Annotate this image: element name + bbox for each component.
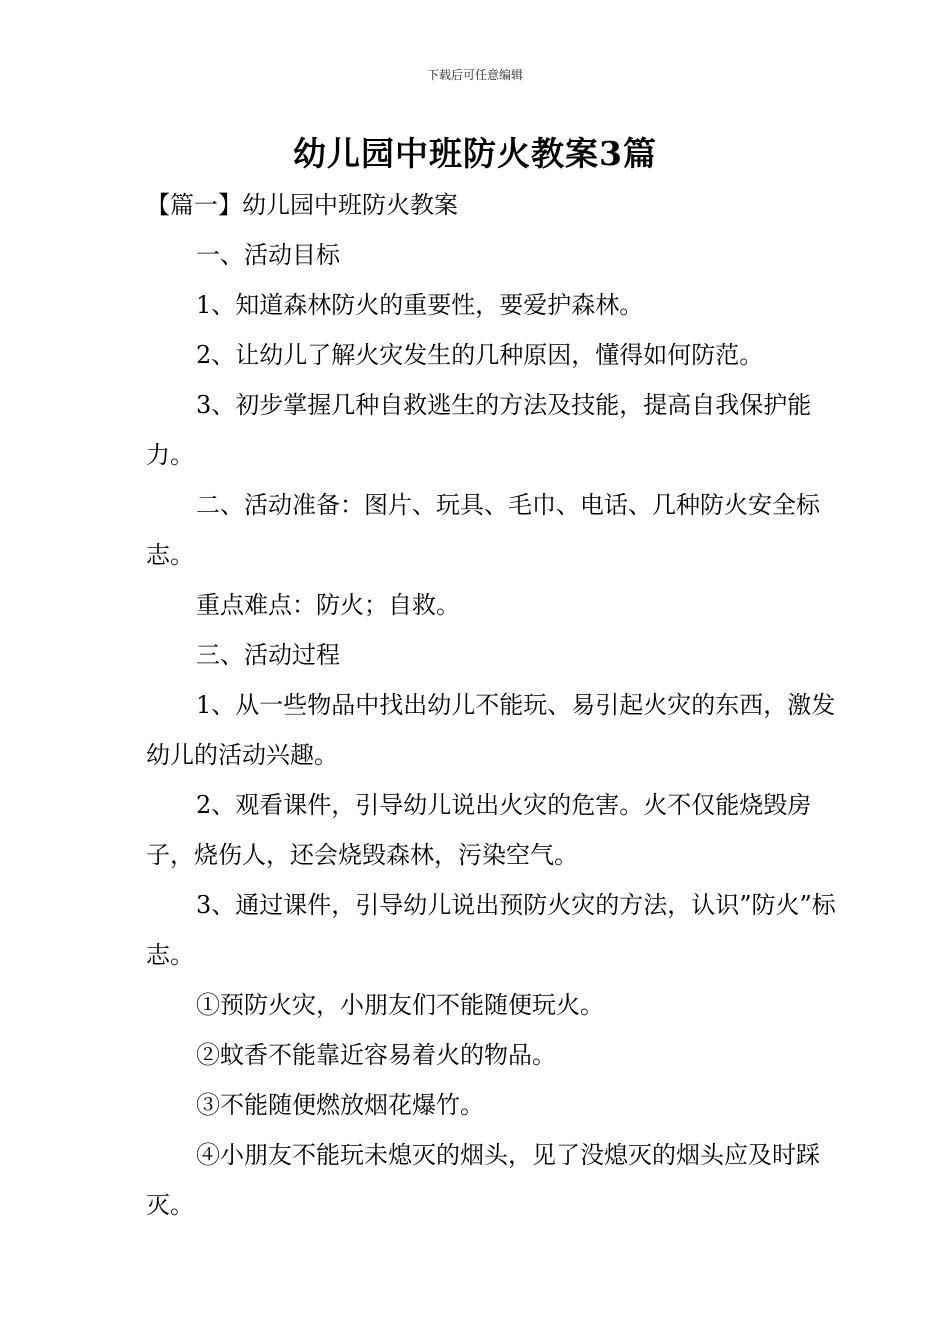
paragraph: 1、从一些物品中找出幼儿不能玩、易引起火灾的东西，激发幼儿的活动兴趣。 — [146, 691, 836, 769]
paragraph: 一、活动目标 — [196, 241, 340, 269]
document-title: 幼儿园中班防火教案3篇 — [293, 134, 657, 173]
paragraph: 3、初步掌握几种自救逃生的方法及技能，提高自我保护能力。 — [146, 391, 812, 469]
paragraph: 1、知道森林防火的重要性，要爱护森林。 — [196, 291, 644, 319]
paragraph: 2、让幼儿了解火灾发生的几种原因，懂得如何防范。 — [196, 341, 764, 369]
paragraph: ②蚊香不能靠近容易着火的物品。 — [196, 1041, 556, 1069]
paragraph: ③不能随便燃放烟花爆竹。 — [196, 1091, 484, 1119]
document-body — [146, 180, 836, 1230]
paragraph: 2、观看课件，引导幼儿说出火灾的危害。火不仅能烧毁房子，烧伤人，还会烧毁森林，污染空气。 — [146, 791, 812, 869]
section-heading: 【篇一】幼儿园中班防火教案 — [146, 191, 458, 219]
paragraph: 重点难点：防火；自救。 — [196, 591, 460, 619]
paragraph: ①预防火灾，小朋友们不能随便玩火。 — [196, 991, 604, 1019]
paragraph: 二、活动准备：图片、玩具、毛巾、电话、几种防火安全标志。 — [146, 491, 820, 569]
header-note: 下载后可任意编辑 — [426, 68, 523, 82]
paragraph: 三、活动过程 — [196, 641, 340, 669]
paragraph: ④小朋友不能玩未熄灭的烟头，见了没熄灭的烟头应及时踩灭。 — [146, 1141, 820, 1219]
paragraph: 3、通过课件，引导幼儿说出预防火灾的方法，认识”防火”标志。 — [146, 891, 836, 969]
